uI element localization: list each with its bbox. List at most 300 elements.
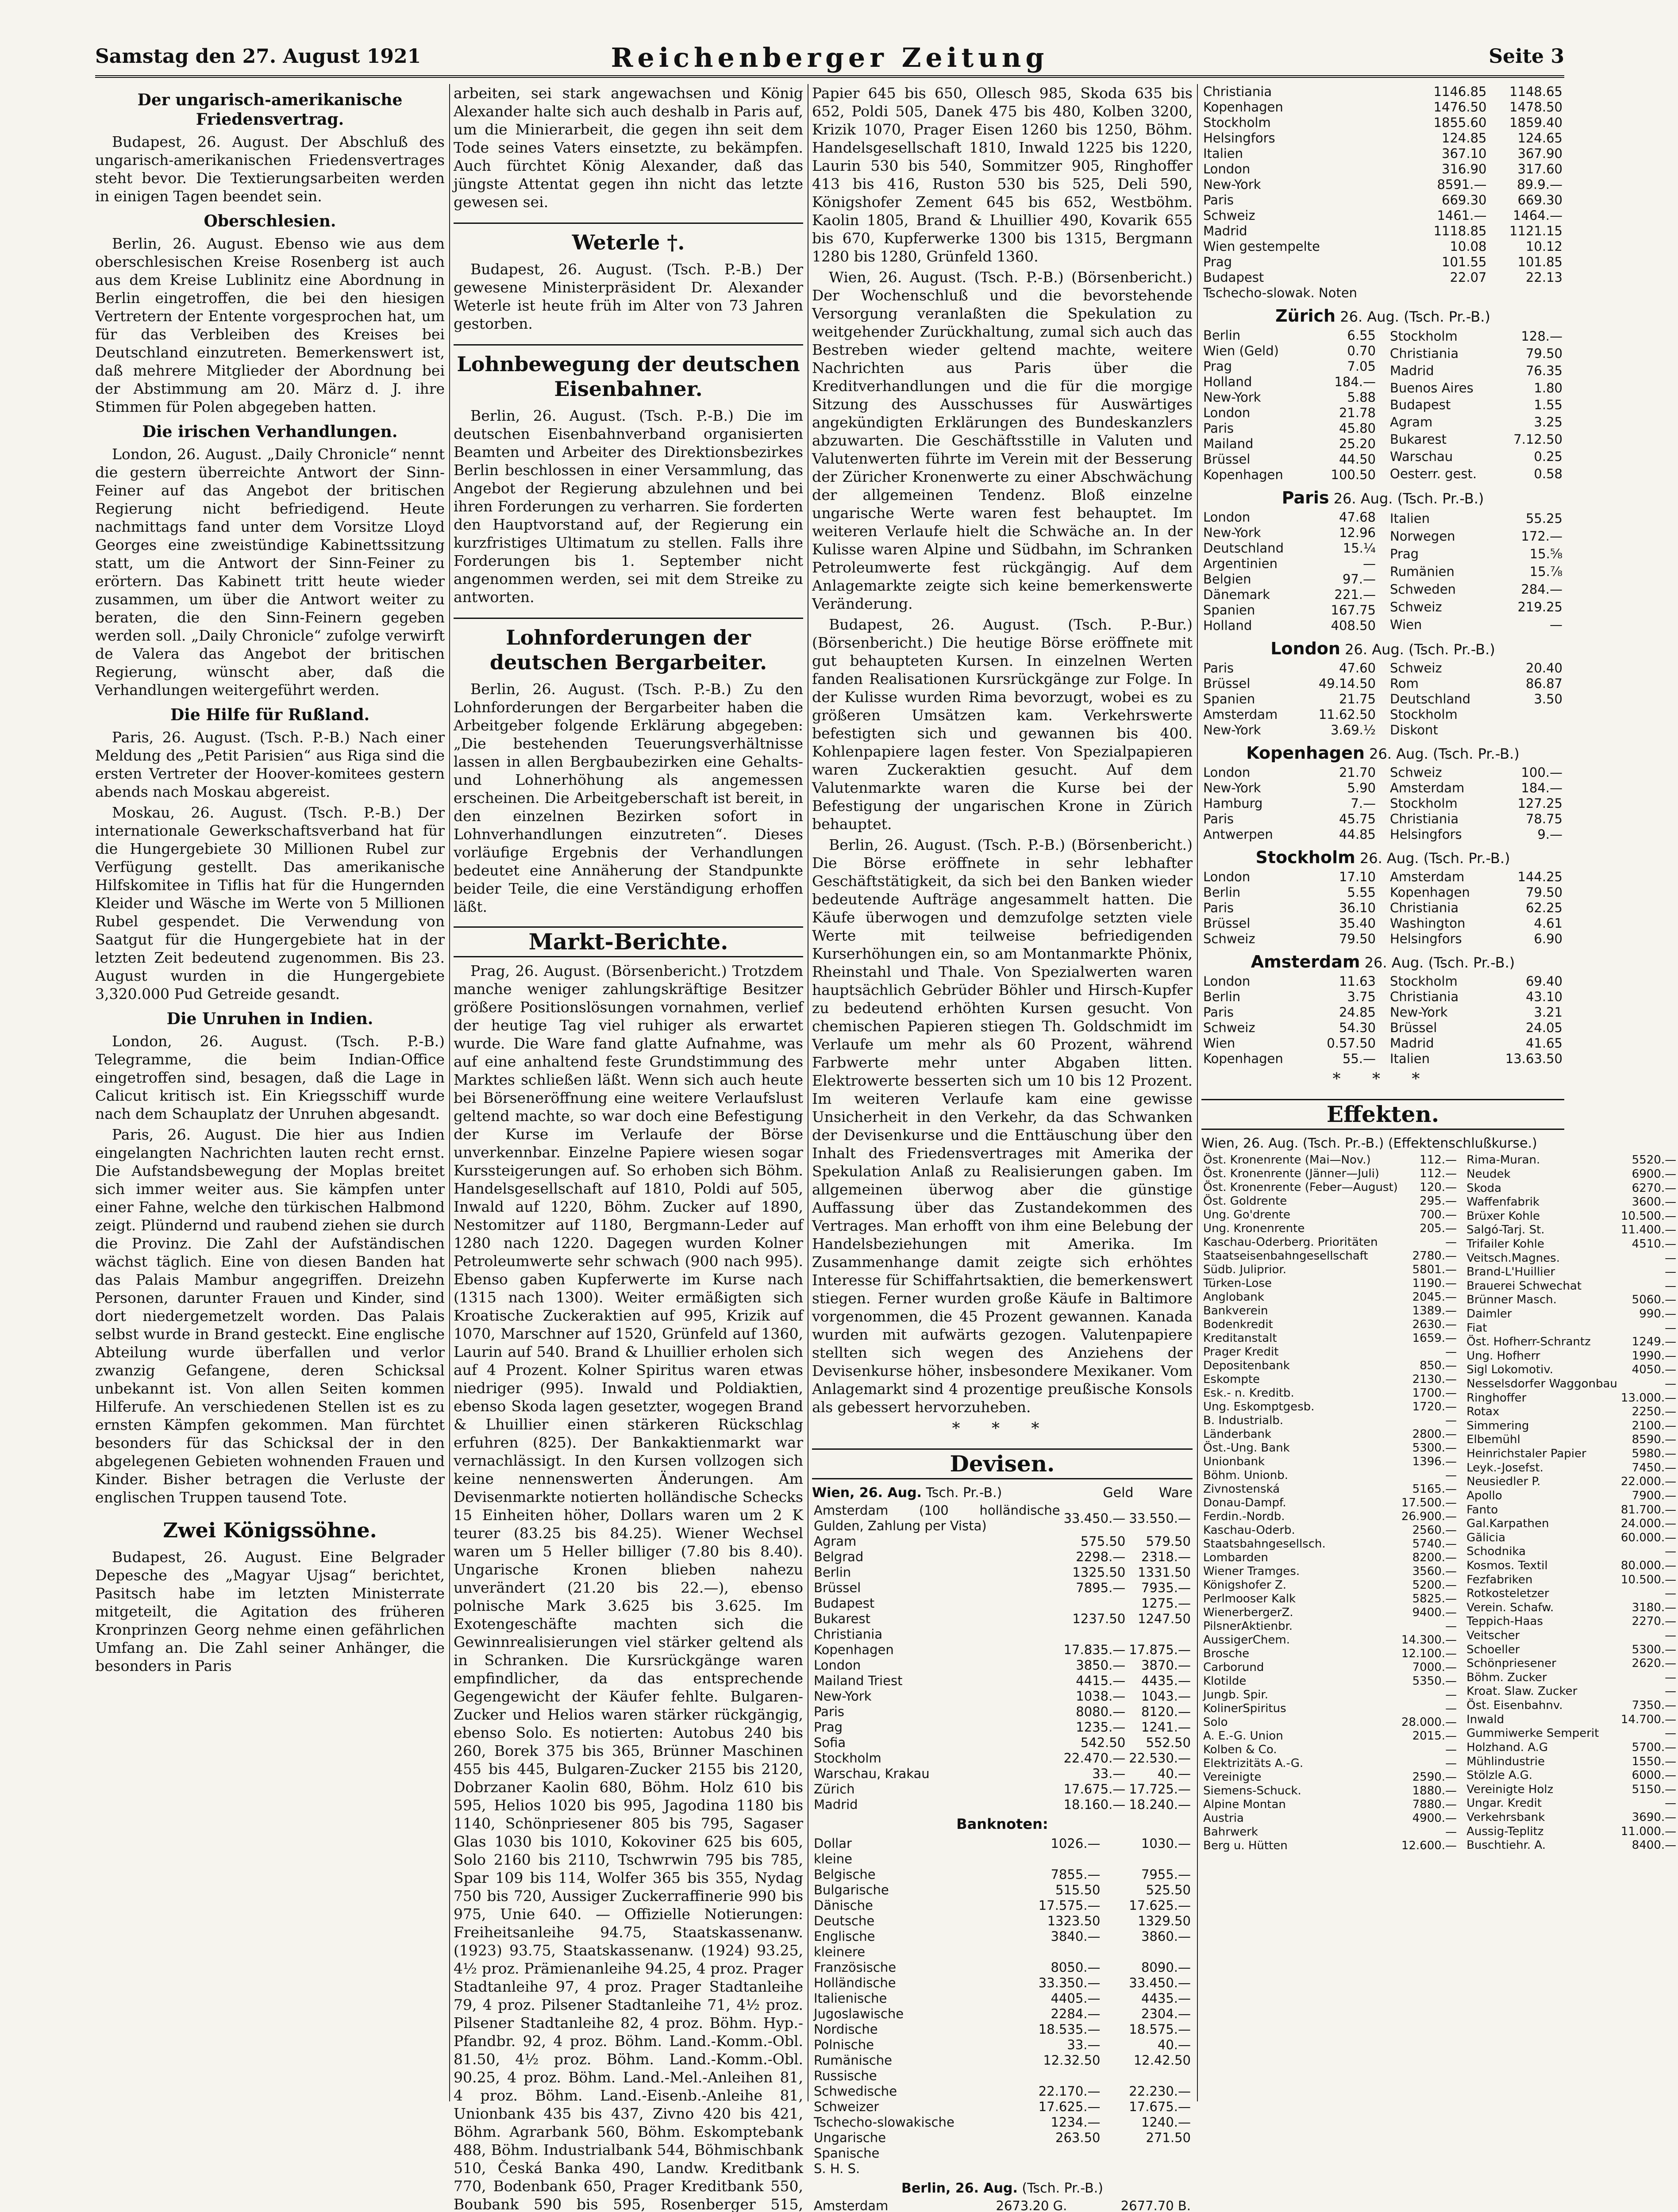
row-label: Vereinigte xyxy=(1203,1770,1262,1784)
table-row xyxy=(1201,989,1378,1005)
row-label: Zürich xyxy=(814,1782,855,1797)
market-header xyxy=(1201,953,1564,972)
row-value: — xyxy=(1665,1685,1677,1698)
row-label: Daimler xyxy=(1466,1307,1512,1321)
row-value: 6270.— xyxy=(1632,1181,1677,1195)
row-label: Berlin xyxy=(1203,989,1241,1004)
row-value: 44.85 xyxy=(1339,827,1376,842)
table-row xyxy=(1201,722,1378,738)
table-row xyxy=(1201,1277,1459,1290)
row-label: Brünner Masch. xyxy=(1466,1293,1557,1307)
headline: Weterle †. xyxy=(454,223,803,255)
row-value: 1323.50 xyxy=(1047,1913,1101,1928)
row-label: Öst. Hofherr-Schrantz xyxy=(1466,1335,1591,1349)
row-value: 112.— xyxy=(1420,1167,1457,1180)
banknoten-title: Banknoten: xyxy=(956,1816,1048,1832)
table-row xyxy=(1201,467,1378,483)
row-value: 33.— xyxy=(1067,2037,1101,2052)
table-row xyxy=(1465,1741,1678,1755)
table-row xyxy=(1465,1363,1678,1377)
row-value: 41.65 xyxy=(1525,1036,1563,1051)
row-value: 2284.— xyxy=(1051,2006,1101,2021)
table-row xyxy=(812,2099,1193,2115)
row-label: Schweizer xyxy=(814,2099,879,2114)
row-value: 2630.— xyxy=(1412,1318,1457,1331)
row-value: — xyxy=(1665,1545,1677,1559)
row-value: 1700.— xyxy=(1412,1386,1457,1400)
row-label: Kopenhagen xyxy=(1203,100,1283,115)
row-label: Waffenfabrik xyxy=(1466,1195,1539,1209)
table-row xyxy=(1201,1153,1459,1167)
row-label: Fezfabriken xyxy=(1466,1573,1533,1586)
table-row xyxy=(1201,1729,1459,1743)
row-label: Ung. Hofherr xyxy=(1466,1349,1540,1363)
article-body: London, 26. August. (Tsch. P.-B.) Telegramme, die beim Indian-Office eingetroffen sind, besagen, daß die Lage in Calicut kritisch ist. Ein Kriegsschiff wurde nach dem Schauplatz der Unruhen abgesandt. xyxy=(95,1033,445,1122)
row-value: 17.675.— xyxy=(1129,2099,1191,2114)
row-label: Christiania xyxy=(1390,900,1459,915)
table-row xyxy=(1201,691,1378,707)
row-value: 7955.— xyxy=(1141,1867,1191,1882)
row-value: 7895.— xyxy=(1076,1580,1126,1595)
table-row xyxy=(1465,1671,1678,1685)
table-row xyxy=(1201,1578,1459,1592)
table-row xyxy=(1388,989,1564,1005)
row-label: Staatsbahngesellsch. xyxy=(1203,1537,1326,1551)
table-row xyxy=(1388,414,1564,431)
row-label: Öst. Kronenrente (Mai—Nov.) xyxy=(1203,1153,1371,1167)
row-label: Apollo xyxy=(1466,1489,1502,1502)
row-label: Belgische xyxy=(814,1867,876,1882)
row-value: 5801.— xyxy=(1412,1263,1457,1276)
row-value: 18.535.— xyxy=(1038,2022,1101,2037)
row-value: 144.25 xyxy=(1517,869,1563,884)
row-value: 24.85 xyxy=(1339,1005,1376,1020)
row-label: Schoeller xyxy=(1466,1643,1520,1656)
row-value: 1148.65 xyxy=(1509,84,1563,99)
row-value xyxy=(1127,1627,1193,1642)
row-value: 11.62.50 xyxy=(1318,707,1376,722)
rates-table xyxy=(1388,869,1564,947)
row-value: 6.55 xyxy=(1347,328,1376,343)
row-label: Öst. Kronenrente (Jänner—Juli) xyxy=(1203,1167,1379,1180)
exchange-place: Berlin, 26. Aug. xyxy=(901,2181,1018,2196)
table-row xyxy=(812,1611,1193,1627)
row-value: 17.875.— xyxy=(1129,1642,1191,1657)
row-value: 1275.— xyxy=(1141,1596,1191,1611)
row-label: B. Industrialb. xyxy=(1203,1414,1284,1427)
row-label: Ungar. Kredit xyxy=(1466,1797,1542,1810)
row-label: London xyxy=(1203,869,1251,884)
row-label: Bukarest xyxy=(1390,432,1447,447)
row-value: 3840.— xyxy=(1051,1929,1101,1944)
row-value: 112.— xyxy=(1420,1153,1457,1167)
table-row xyxy=(1201,1592,1459,1606)
table-row xyxy=(1388,931,1564,947)
row-value: 4435.— xyxy=(1141,1673,1191,1688)
row-value: 6.90 xyxy=(1534,931,1563,946)
row-label: Salgó-Tarj. St. xyxy=(1466,1223,1545,1237)
article-body: London, 26. August. „Daily Chronicle“ nennt die gestern überreichte Antwort der Sinn-Feiner auf das Angebot der britischen Regierung nicht befriedigend. Heute nachmittags fand unter dem Vorsitze Lloyd Georges eine zweistündige Kabinettssitzung statt, um die Antwort der Sinn-Feiner zu erörtern. Das Kabinett tritt heute wieder zusammen, um über die Antwort weiter zu beraten, die den Sinn-Feinern gegeben werden soll. „Daily Chronicle“ zufolge verwirft de Valera das Angebot der britischen Regierung, wünscht aber, daß die Verhandlungen weitergeführt werden. xyxy=(95,445,445,699)
row-label: Agram xyxy=(814,1534,857,1549)
table-row xyxy=(812,1720,1193,1735)
row-label: London xyxy=(814,1658,861,1673)
table-row xyxy=(1201,1757,1459,1770)
table-row xyxy=(1201,115,1564,131)
row-label: New-York xyxy=(1203,390,1261,405)
row-value: 2590.— xyxy=(1412,1770,1457,1784)
table-row xyxy=(1388,707,1564,722)
row-value xyxy=(1012,2161,1102,2177)
row-value: 14.700.— xyxy=(1620,1713,1677,1726)
table-row xyxy=(1201,1620,1459,1633)
row-value: 76.35 xyxy=(1525,363,1563,378)
row-value: 219.25 xyxy=(1517,599,1563,614)
row-label: Sigl Lokomotiv. xyxy=(1466,1363,1554,1377)
row-value: — xyxy=(1665,1321,1677,1335)
row-label: Kopenhagen xyxy=(1203,467,1283,482)
table-row xyxy=(1465,1545,1678,1559)
table-row xyxy=(812,1929,1193,1944)
row-label: Dänische xyxy=(814,1898,873,1913)
table-row xyxy=(1201,1194,1459,1208)
table-row xyxy=(1201,1482,1459,1496)
row-label: Böhm. Unionb. xyxy=(1203,1469,1288,1482)
table-row xyxy=(1201,661,1378,676)
row-label: Staatseisenbahngesellschaft xyxy=(1203,1249,1368,1263)
row-label: Wiener Tramges. xyxy=(1203,1565,1300,1578)
table-row xyxy=(1201,436,1378,452)
row-label: Buenos Aires xyxy=(1390,380,1474,396)
table-row xyxy=(1388,974,1564,989)
row-value: 2560.— xyxy=(1412,1524,1457,1537)
row-label: Brosche xyxy=(1203,1647,1250,1660)
row-value: 1396.— xyxy=(1412,1455,1457,1468)
table-row xyxy=(812,1991,1193,2006)
table-row xyxy=(1201,1290,1459,1304)
row-value: 5060.— xyxy=(1632,1293,1677,1307)
row-value: 43.10 xyxy=(1525,989,1563,1004)
table-row xyxy=(1201,343,1378,359)
row-value: 5825.— xyxy=(1412,1592,1457,1605)
row-label: Kaschau-Oderb. xyxy=(1203,1524,1295,1537)
table-row xyxy=(812,2053,1193,2068)
row-value: 55.— xyxy=(1342,1051,1376,1066)
row-value: 1325.50 xyxy=(1072,1565,1126,1580)
table-row xyxy=(1465,1503,1678,1517)
table-row xyxy=(1465,1279,1678,1293)
table-row xyxy=(1201,1386,1459,1400)
separator-stars: * * * xyxy=(952,1420,1053,1438)
row-value: 1476.50 xyxy=(1433,100,1487,115)
row-label: Paris xyxy=(1203,192,1234,207)
article-body: arbeiten, sei stark angewachsen und König Alexander halte sich auch deshalb in Paris auf, um die Minierarbeit, die gegen ihn seit dem Tode seines Vaters einsetzte, zu bekämpfen. Auch fürchtet König Alexander, daß das jüngste Attentat gegen ihn nicht das letzte gewesen sei. xyxy=(454,84,803,211)
row-value: 1880.— xyxy=(1412,1784,1457,1797)
table-row xyxy=(1201,587,1378,603)
market-name: Amsterdam xyxy=(1251,952,1360,972)
table-header xyxy=(812,1484,1193,1502)
row-value: 317.60 xyxy=(1517,161,1563,177)
row-value: 8590.— xyxy=(1632,1433,1677,1447)
market-header xyxy=(1201,849,1564,868)
row-label: Amsterdam xyxy=(1203,707,1278,722)
row-label: Budapest xyxy=(814,1596,875,1611)
table-row xyxy=(812,1534,1193,1549)
table-row xyxy=(1201,811,1378,827)
row-label: Belgrad xyxy=(814,1549,864,1564)
row-value: 24.000.— xyxy=(1620,1517,1677,1531)
row-value: 11.000.— xyxy=(1620,1824,1677,1838)
table-row xyxy=(1388,811,1564,827)
effekten-subline: Wien, 26. Aug. (Tsch. Pr.-B.) (Effektenschlußkurse.) xyxy=(1201,1136,1537,1151)
table-row xyxy=(812,1867,1193,1882)
row-value: — xyxy=(1445,1688,1457,1701)
newspaper-title: Reichenberger Zeitung xyxy=(611,42,1049,73)
row-label: Amsterdam xyxy=(1390,780,1465,795)
row-label: Rotkosteletzer xyxy=(1466,1587,1549,1601)
market-subline: 26. Aug. (Tsch. Pr.-B.) xyxy=(1333,490,1484,507)
table-row xyxy=(1201,1661,1459,1674)
row-label: Madrid xyxy=(1390,363,1434,378)
row-label: London xyxy=(1203,161,1251,177)
row-label: Amsterdam xyxy=(814,2198,889,2212)
table-row xyxy=(1465,1391,1678,1405)
rates-block xyxy=(1201,869,1564,947)
row-value: 221.— xyxy=(1334,587,1376,602)
row-label: Unionbank xyxy=(1203,1455,1265,1468)
row-label: Buschtiehr. A. xyxy=(1466,1839,1546,1852)
row-value: 55.25 xyxy=(1525,511,1563,526)
row-value: 25.20 xyxy=(1339,436,1376,451)
table-row xyxy=(1465,1335,1678,1349)
row-value: 5350.— xyxy=(1412,1674,1457,1688)
row-label: Prag xyxy=(1203,254,1232,269)
row-value: 11.400.— xyxy=(1620,1223,1677,1237)
table-row xyxy=(1388,900,1564,916)
row-value: 21.70 xyxy=(1339,765,1376,780)
row-label: Paris xyxy=(1203,811,1234,826)
row-label: Madrid xyxy=(1390,1036,1434,1051)
market-header xyxy=(1201,307,1564,326)
row-value: 18.575.— xyxy=(1129,2022,1191,2037)
table-row xyxy=(812,1658,1193,1673)
table-row xyxy=(1388,691,1564,707)
row-value: 8591.— xyxy=(1437,177,1487,192)
row-value: 26.900.— xyxy=(1401,1510,1457,1523)
row-label: Prager Kredit xyxy=(1203,1345,1279,1359)
row-value: 669.30 xyxy=(1517,192,1563,207)
row-label: Schweden xyxy=(1390,581,1456,597)
row-label: Berlin xyxy=(1203,328,1241,343)
row-value: 575.50 xyxy=(1080,1534,1126,1549)
row-value: 5165.— xyxy=(1412,1482,1457,1496)
row-value: 86.87 xyxy=(1525,676,1563,691)
row-value: 12.96 xyxy=(1339,525,1376,540)
row-label: Südb. Juliprior. xyxy=(1203,1263,1287,1276)
table-row xyxy=(1201,1036,1378,1051)
row-label: Deutsche xyxy=(814,1913,875,1928)
row-value: — xyxy=(1445,1825,1457,1839)
table-row xyxy=(1388,616,1564,634)
row-value: 579.50 xyxy=(1146,1534,1191,1549)
row-label: Schweiz xyxy=(1390,765,1442,780)
row-label: Vereinigte Holz xyxy=(1466,1782,1554,1796)
article-body: Budapest, 26. August. (Tsch. P.-B.) Der gewesene Ministerpräsident Dr. Alexander Weterle ist heute früh im Alter von 73 Jahren gestorben. xyxy=(454,261,803,332)
row-label: Solo xyxy=(1203,1716,1228,1729)
row-value: 2800.— xyxy=(1412,1428,1457,1441)
row-value: 1121.15 xyxy=(1509,223,1563,238)
row-value: 2620.— xyxy=(1632,1657,1677,1671)
table-row xyxy=(1201,707,1378,722)
rates-table xyxy=(1388,661,1564,738)
row-label: Warschau, Krakau xyxy=(814,1766,930,1781)
row-label: Kopenhagen xyxy=(1390,885,1470,900)
banknoten-table xyxy=(812,1836,1193,2177)
row-label: Länderbank xyxy=(1203,1428,1272,1441)
table-row xyxy=(1465,1755,1678,1769)
row-value: 18.240.— xyxy=(1129,1797,1191,1812)
table-row xyxy=(812,2115,1193,2130)
row-value: 2015.— xyxy=(1412,1729,1457,1743)
row-label: Gummiwerke Semperit xyxy=(1466,1727,1599,1740)
row-value: 1550.— xyxy=(1632,1755,1677,1768)
row-value: 525.50 xyxy=(1146,1882,1191,1897)
row-label: Mühlindustrie xyxy=(1466,1755,1545,1768)
table-row xyxy=(1201,974,1378,989)
row-value: 205.— xyxy=(1420,1222,1457,1235)
row-label: Italien xyxy=(1203,146,1243,161)
table-row xyxy=(1465,1573,1678,1587)
row-label: Brüssel xyxy=(1203,452,1251,467)
row-label: Stockholm xyxy=(1203,115,1271,130)
table-row xyxy=(1465,1349,1678,1363)
row-value: 271.50 xyxy=(1146,2130,1191,2145)
row-value: 5740.— xyxy=(1412,1537,1457,1551)
row-value: 3870.— xyxy=(1141,1658,1191,1673)
row-value: 17.675.— xyxy=(1063,1782,1126,1797)
page-number: Seite 3 xyxy=(1489,45,1564,68)
row-label: Ung. Eskomptgesb. xyxy=(1203,1400,1315,1413)
market-name: Zürich xyxy=(1275,306,1336,326)
row-value: 7880.— xyxy=(1412,1798,1457,1811)
row-value xyxy=(1062,1596,1128,1611)
row-value: 167.75 xyxy=(1331,603,1376,618)
table-row xyxy=(1465,1419,1678,1433)
row-value: 2780.— xyxy=(1412,1249,1457,1263)
row-label: Prag xyxy=(814,1720,843,1735)
market-subline: 26. Aug. (Tsch. Pr.-B.) xyxy=(1359,850,1510,867)
row-label: Paris xyxy=(1203,900,1234,915)
row-label: Schweiz xyxy=(1390,661,1442,676)
table-row xyxy=(1388,465,1564,483)
row-value: 1461.— xyxy=(1437,208,1487,223)
row-label: Hamburg xyxy=(1203,796,1263,811)
article-body: Budapest, 26. August. (Tsch. P.-Bur.) (Börsenbericht.) Die heutige Börse eröffnete mit gut behaupteten Kursen. In einzelnen Werten fanden Realisationen Kursrückgänge zur Folge. In der Kulisse wurden Rima bevorzugt, wobei es zu größeren Umsätzen kam. Verkehrswerte befestigten sich und gewannen bis 400. Kohlenpapiere lagen fester. Von Spezialpapieren waren Zuckeraktien gesucht. Auf dem Valutenmarkte waren die Kurse bei der Befestigung der ungarischen Krone in Zürich behauptet. xyxy=(812,616,1193,833)
row-value: 5150.— xyxy=(1632,1782,1677,1796)
row-value: — xyxy=(1550,617,1563,632)
table-row xyxy=(1465,1643,1678,1657)
row-value: 101.55 xyxy=(1442,254,1487,269)
rates-table xyxy=(1201,765,1378,842)
table-row xyxy=(1201,1400,1459,1414)
row-value: — xyxy=(1665,1727,1677,1740)
rates-table xyxy=(1201,869,1378,947)
row-label: Stockholm xyxy=(814,1751,881,1766)
table-row xyxy=(1465,1265,1678,1279)
row-label: Schweiz xyxy=(1203,208,1255,223)
row-label: Madrid xyxy=(1203,223,1247,238)
table-row xyxy=(1388,676,1564,691)
table-row xyxy=(1201,1181,1459,1194)
row-label: Öst. Kronenrente (Feber—August) xyxy=(1203,1181,1398,1194)
row-value: 4050.— xyxy=(1632,1363,1677,1377)
row-value: 17.625.— xyxy=(1129,1898,1191,1913)
row-label: New-York xyxy=(1203,525,1261,540)
row-label: Christiania xyxy=(1203,84,1272,99)
row-label: Schweiz xyxy=(1203,931,1255,946)
table-row xyxy=(1388,827,1564,842)
row-value: — xyxy=(1665,1279,1677,1293)
row-value: 97.— xyxy=(1342,572,1376,587)
row-label: Veitscher xyxy=(1466,1629,1520,1643)
row-value: 3180.— xyxy=(1632,1601,1677,1614)
column-2 xyxy=(454,84,803,2212)
row-value: 184.— xyxy=(1334,374,1376,389)
row-value: 1859.40 xyxy=(1509,115,1563,130)
row-value: 284.— xyxy=(1521,581,1563,597)
row-value: 1240.— xyxy=(1141,2115,1191,2130)
row-label: Brüssel xyxy=(1390,1020,1437,1035)
row-value: 44.50 xyxy=(1339,452,1376,467)
effekten-table xyxy=(1465,1153,1678,1853)
row-value xyxy=(1102,1944,1193,1960)
article-body: Papier 645 bis 650, Ollesch 985, Skoda 635 bis 652, Poldi 505, Danek 475 bis 480, Kolben 3200, Krizik 1070, Prager Eisen 1260 bis 1250, Böhm. Handelsgesellschaft 1810, Inwald 1225 bis 1220, Laurin 530 bis 540, Sommitzer 905, Ringhoffer 413 bis 416, Ruston 530 bis 525, Deli 590, Königshofer Zement 645 bis 652, Westböhm. Kaolin 1805, Brand & Lhuillier 490, Kovarik 655 bis 670, Kupferwerke 1300 bis 1315, Bergmann 1280 bis 1280, Grünfeld 1360. xyxy=(812,84,1193,265)
row-value: 4.61 xyxy=(1534,916,1563,931)
row-value: 3.25 xyxy=(1534,415,1563,430)
row-value: 2130.— xyxy=(1412,1373,1457,1386)
row-label: Russische xyxy=(814,2068,877,2083)
row-value: 15.¼ xyxy=(1343,541,1376,556)
table-row xyxy=(812,1503,1193,1534)
rates-table xyxy=(1388,510,1564,634)
row-label: Verkehrsbank xyxy=(1466,1810,1545,1824)
row-label: Italien xyxy=(1390,1051,1430,1066)
row-value: 12.600.— xyxy=(1401,1839,1457,1852)
row-label: Kroat. Slaw. Zucker xyxy=(1466,1685,1578,1698)
table-row xyxy=(1465,1251,1678,1265)
row-label: Kolben & Co. xyxy=(1203,1743,1277,1756)
row-value: 22.000.— xyxy=(1620,1475,1677,1489)
row-value: 10.500.— xyxy=(1620,1209,1677,1223)
row-label: Anglobank xyxy=(1203,1290,1264,1304)
row-label: Alpine Montan xyxy=(1203,1798,1286,1811)
table-row xyxy=(1388,869,1564,885)
table-row xyxy=(1201,885,1378,900)
row-value: 8080.— xyxy=(1076,1704,1126,1719)
table-row xyxy=(1201,572,1378,587)
row-value: 36.10 xyxy=(1339,900,1376,915)
row-label: Stölzle A.G. xyxy=(1466,1769,1533,1782)
table-row xyxy=(1201,765,1378,780)
row-value: 47.60 xyxy=(1339,661,1376,676)
article-body: Berlin, 26. August. Ebenso wie aus dem oberschlesischen Kreise Rosenberg ist auch aus dem Kreise Lublinitz eine Abordnung in Berlin eingetroffen, die bei den hiesigen Vertretern der Entente vorgesprochen hat, um für das Verbleiben des Kreises bei Deutschland einzutreten. Bemerkenswert ist, daß mehrere Mitglieder der Abordnung bei der Abstimmung am 20. März d. J. ihre Stimmen für Polen abgegeben hatten. xyxy=(95,235,445,415)
row-value: — xyxy=(1665,1377,1677,1391)
row-value: — xyxy=(1445,1702,1457,1715)
table-row xyxy=(1201,780,1378,796)
row-value: 1249.— xyxy=(1632,1335,1677,1349)
table-row xyxy=(1201,1784,1459,1798)
table-row xyxy=(1388,510,1564,527)
row-value: 7900.— xyxy=(1632,1489,1677,1502)
